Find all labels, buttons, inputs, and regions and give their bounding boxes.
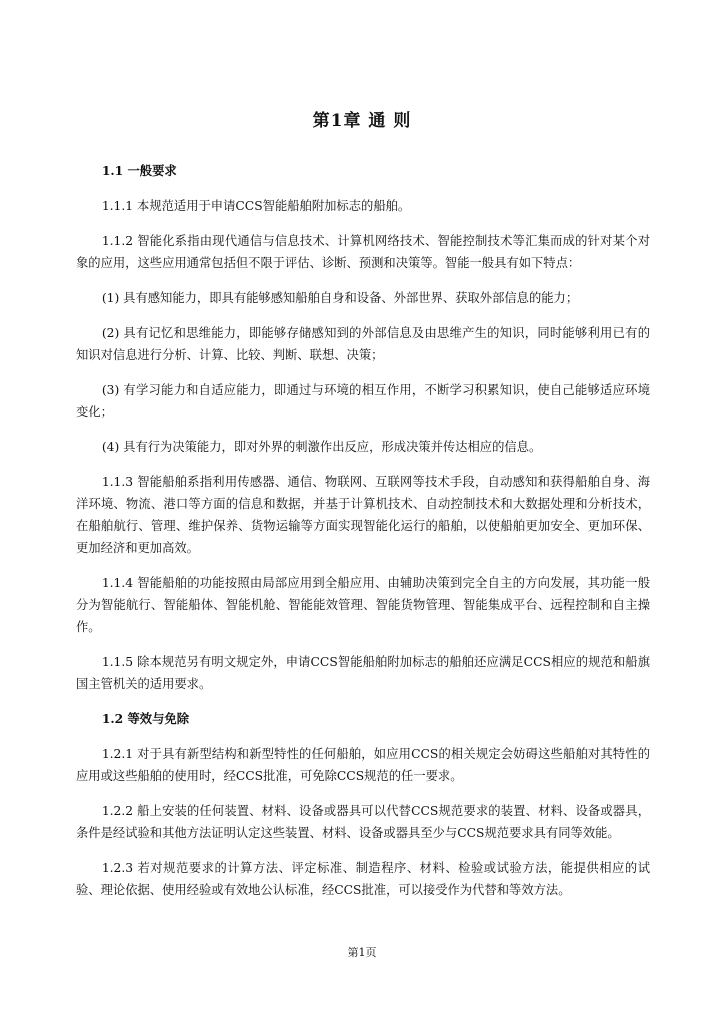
clause-1-1-2: 1.1.2 智能化系指由现代通信与信息技术、计算机网络技术、智能控制技术等汇集而成的针对某个对象的应用，这些应用通常包括但不限于评估、诊断、预测和决策等。智能一般具有如下特点： (76, 234, 650, 270)
chapter-title: 第1章 通 则 (312, 111, 412, 131)
clause-1-1-3: 1.1.3 智能船舶系指利用传感器、通信、物联网、互联网等技术手段，自动感知和获得船舶自身、海洋环境、物流、港口等方面的信息和数据，并基于计算机技术、自动控制技术和大数据处理和分析技术，在船舶航行、管理、维护保养、货物运输等方面实现智能化运行的船舶，以使船舶更加安全、更加环保、更加经济和更加高效。 (76, 475, 650, 555)
list-item-3: (3) 有学习能力和自适应能力，即通过与环境的相互作用，不断学习积累知识，使自己能够适应环境变化； (76, 383, 650, 419)
clause-1-2-3: 1.2.3 若对规范要求的计算方法、评定标准、制造程序、材料、检验或试验方法，能提供相应的试验、理论依据、使用经验或有效地公认标准，经CCS批准，可以接受作为代替和等效方法。 (76, 861, 650, 897)
clause-1-1-5: 1.1.5 除本规范另有明文规定外，申请CCS智能船舶附加标志的船舶还应满足CCS相应的规范和船旗国主管机关的适用要求。 (76, 655, 650, 691)
list-item-4: (4) 具有行为决策能力，即对外界的刺激作出反应，形成决策并传达相应的信息。 (101, 440, 542, 454)
section-heading-1-1: 1.1 一般要求 (101, 163, 177, 178)
clause-1-1-1: 1.1.1 本规范适用于申请CCS智能船舶附加标志的船舶。 (101, 199, 411, 213)
document-body (76, 160, 650, 901)
list-item-1: (1) 具有感知能力，即具有能够感知船舶自身和设备、外部世界、获取外部信息的能力； (101, 291, 579, 305)
page-number: 第1页 (347, 946, 377, 959)
clause-1-2-1: 1.2.1 对于具有新型结构和新型特性的任何船舶，如应用CCS的相关规定会妨碍这些船舶对其特性的应用或这些船舶的使用时，经CCS批准，可免除CCS规范的任一要求。 (76, 747, 650, 783)
list-item-2: (2) 具有记忆和思维能力，即能够存储感知到的外部信息及由思维产生的知识，同时能够利用已有的知识对信息进行分析、计算、比较、判断、联想、决策； (76, 326, 650, 362)
clause-1-1-4: 1.1.4 智能船舶的功能按照由局部应用到全船应用、由辅助决策到完全自主的方向发展，其功能一般分为智能航行、智能船体、智能机舱、智能能效管理、智能货物管理、智能集成平台、远程控制和自主操作。 (76, 576, 650, 634)
clause-1-2-2: 1.2.2 船上安装的任何装置、材料、设备或器具可以代替CCS规范要求的装置、材料、设备或器具，条件是经试验和其他方法证明认定这些装置、材料、设备或器具至少与CCS规范要求具有同等效能。 (76, 804, 650, 840)
section-heading-1-2: 1.2 等效与免除 (101, 711, 189, 726)
